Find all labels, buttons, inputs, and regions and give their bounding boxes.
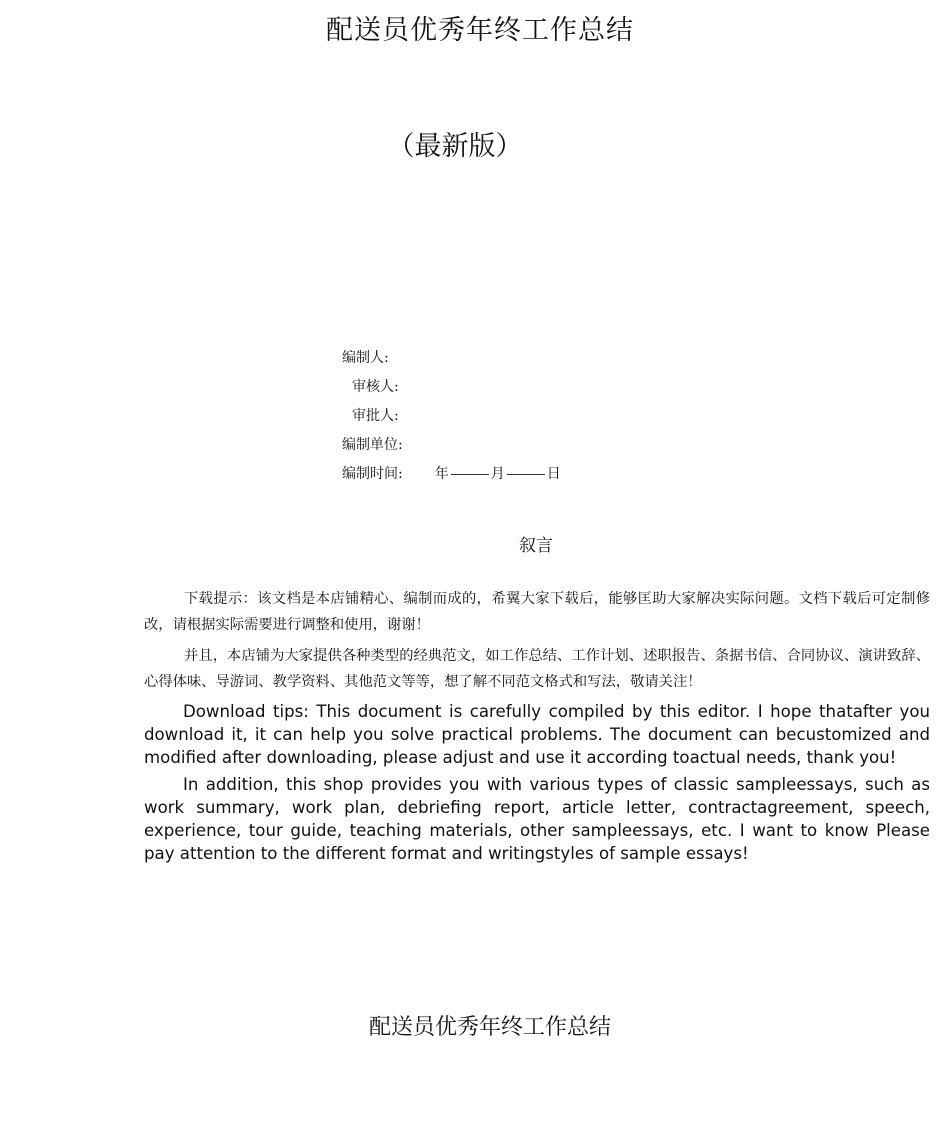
time-label: 编制时间:: [342, 466, 403, 482]
day-blank: [507, 460, 545, 475]
approver-label: 审批人:: [352, 408, 399, 424]
date-month: 月: [490, 466, 505, 482]
meta-reviewer: [342, 373, 561, 402]
paragraph-cn-1: 下载提示：该文档是本店铺精心、编制而成的，希翼大家下载后，能够匡助大家解决实际问题。文档下载后可定制修改，请根据实际需要进行调整和使用，谢谢！: [144, 591, 930, 633]
preface-title: 叙言: [519, 536, 553, 556]
unit-label: 编制单位:: [342, 437, 403, 453]
month-blank: [451, 460, 489, 475]
paragraph-en-1: Download tips: This document is carefully compiled by this editor. I hope thatafter you download it, it can help you solve practical problems. The document can becustomized and modified after downloading, please adjust and use it according toactual needs, thank you!: [144, 702, 930, 767]
document-subtitle: （最新版）: [387, 131, 523, 162]
date-year: 年: [434, 466, 449, 482]
next-page-title: 配送员优秀年终工作总结: [368, 1015, 611, 1040]
reviewer-label: 审核人:: [352, 379, 399, 395]
date-day: 日: [546, 466, 561, 482]
compiler-label: 编制人:: [342, 350, 389, 366]
document-meta: [342, 344, 561, 489]
document-title: 配送员优秀年终工作总结: [326, 15, 634, 46]
preface-content: [144, 586, 930, 869]
meta-time: [342, 460, 561, 489]
paragraph-cn-2: 并且，本店铺为大家提供各种类型的经典范文，如工作总结、工作计划、述职报告、条据书信、合同协议、演讲致辞、心得体味、导游词、教学资料、其他范文等等，想了解不同范文格式和写法，敬请关注！: [144, 648, 930, 690]
meta-approver: [342, 402, 561, 431]
paragraph-en-2: In addition, this shop provides you with various types of classic sampleessays, such as work summary, work plan, debriefing report, article letter, contractagreement, speech, experience, tour guide, teaching materials, other sampleessays, etc. I want to know Please pay attention to the different format and writingstyles of sample essays!: [144, 775, 930, 863]
meta-unit: [342, 431, 561, 460]
meta-compiler: [342, 344, 561, 373]
